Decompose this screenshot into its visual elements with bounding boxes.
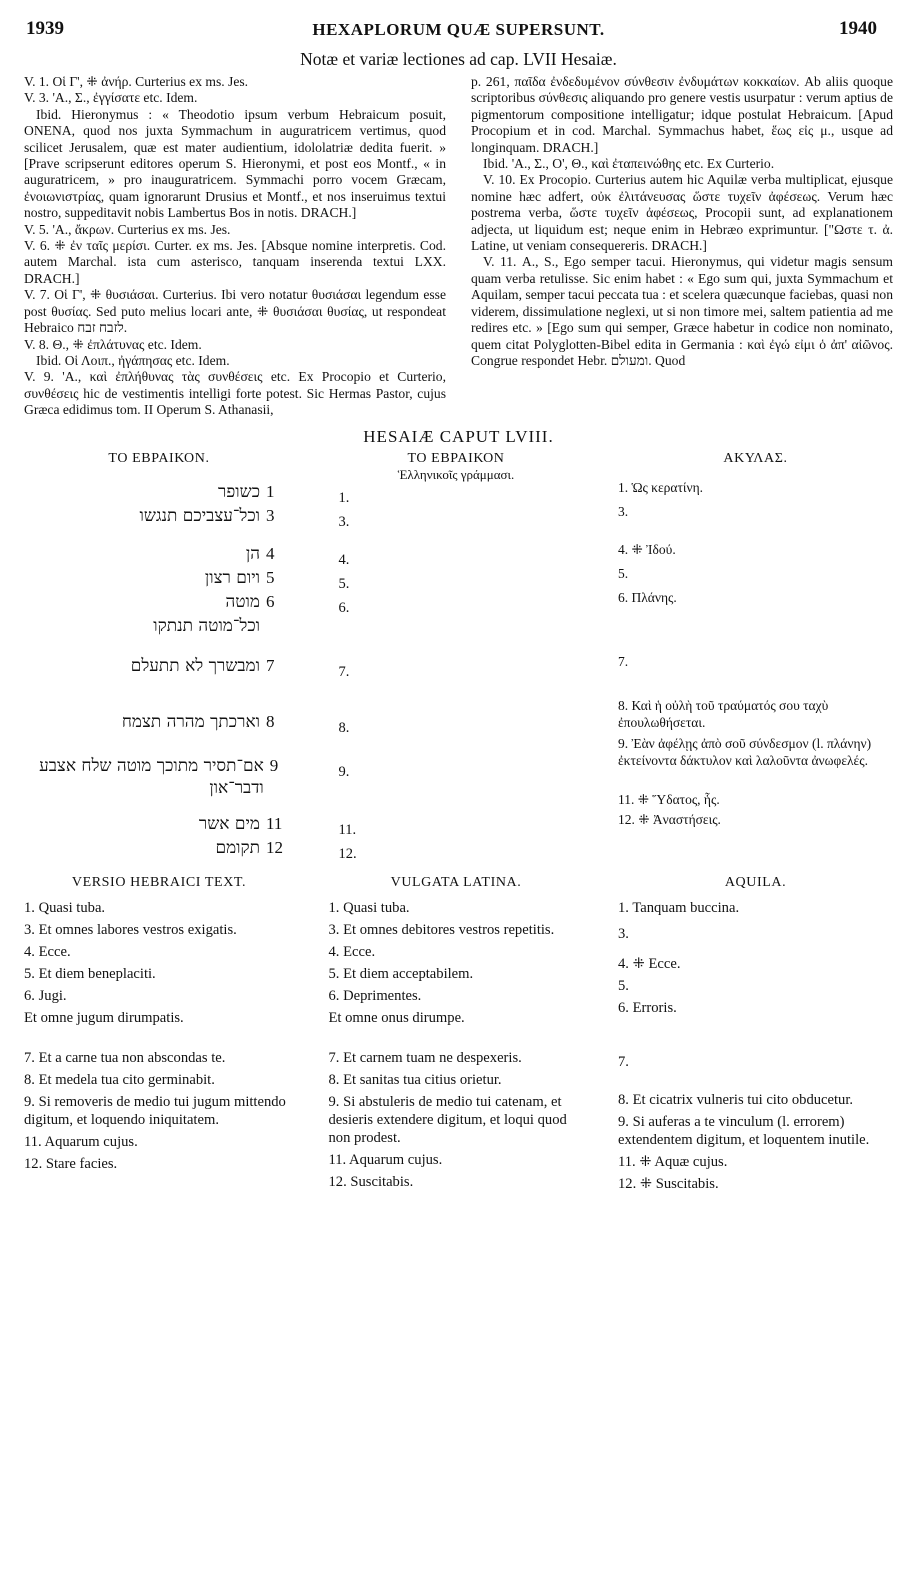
verse-number: 6 [266, 591, 275, 611]
translit-number: 4. [338, 551, 350, 568]
aquila-latin-line: 9. Si auferas a te vinculum (l. errorem) extendentem digitum, et loquentem inutile. [618, 1113, 870, 1148]
verse-number: 4 [266, 543, 275, 563]
aquila-line: 12. ⁜ Ἀναστήσεις. [618, 811, 721, 827]
verse-number: 5 [266, 567, 275, 587]
latin-verse: 9. Si removeris de medio tui jugum mittendo digitum, et loquendo iniquitatem. [24, 1093, 286, 1128]
hebrew-row [24, 655, 294, 711]
hebrew-row [24, 755, 294, 813]
verse-number: 7 [266, 655, 275, 675]
aquila-latin-line: 8. Et cicatrix vulneris tui cito obducetur. [618, 1091, 854, 1108]
latin-verse: 8. Et medela tua cito germinabit. [24, 1071, 215, 1088]
hebrew-text: מוטה [225, 591, 260, 612]
note: V. 5. 'Α., ἄκρων. Curterius ex ms. Jes. [24, 221, 231, 237]
aquila-greek-column [618, 451, 893, 867]
translit-number: 6. [338, 599, 350, 616]
note: V. 3. 'Α., Σ., ἐγγίσατε etc. Idem. [24, 90, 198, 106]
hebrew-row [24, 505, 294, 543]
page-number-right: 1940 [839, 18, 877, 39]
translit-number: 7. [338, 663, 350, 680]
aquila-line: 8. Καὶ ἡ οὐλὴ τοῦ τραύματός σου ταχὺ ἐπουλωθήσεται. [618, 697, 829, 730]
note: Ibid. Οἱ Λοιπ., ἠγάπησας etc. Idem. [36, 352, 230, 368]
hebrew-text: מים אשר [198, 813, 260, 834]
hebrew-row [24, 543, 294, 567]
verse-number [260, 615, 290, 655]
latin-verse: 11. Aquarum cujus. [24, 1133, 138, 1150]
latin-verse: Et omne onus dirumpe. [328, 1009, 465, 1026]
translit-number: 1. [338, 489, 350, 506]
translit-column-subheading: Ἑλληνικοῖς γράμμασι. [397, 466, 515, 482]
translit-number: 9. [338, 763, 350, 780]
running-title: HEXAPLORUM QUÆ SUPERSUNT. [312, 20, 605, 39]
hebrew-text: ויום רצון [204, 567, 260, 588]
latin-verse: 6. Deprimentes. [328, 987, 422, 1004]
hebrew-text: וכל־מוטה תנתקו [153, 615, 260, 636]
vulgata-column [329, 875, 584, 1193]
hebrew-row [24, 813, 294, 837]
hebrew-text: כשופר [218, 481, 260, 502]
hebrew-text: וארכתך מהרה תצמח [121, 711, 260, 732]
aquila-latin-line: 6. Erroris. [618, 999, 677, 1016]
aquila-latin-line: 11. ⁜ Aquæ cujus. [618, 1153, 728, 1170]
hebrew-text: תקומם [215, 837, 260, 858]
latin-verse: 7. Et carnem tuam ne despexeris. [328, 1049, 522, 1066]
note: Ibid. 'Α., Σ., Ο', Θ., καὶ ἐταπεινώθης etc. Ex Curterio. [483, 156, 775, 172]
hebrew-row [24, 837, 294, 861]
translit-number: 11. [338, 821, 357, 838]
note: V. 11. Α., S., Ego semper tacui. Hieronymus, qui videtur magis sensum quam verba retulisse. Sic enim habet : « Ego sum qui, juxta Symmachum et Aquilam, semper tacui peccata tua : et scelera quæcunque faciebas, quasi non viderem, dissimulatione neglexi, ut si non timore mei, saltem patientia ad me redires etc. » [Ego sum qui semper, Græce habetur in codice non nominato, quem citat Polyglotten-Bibel edita in Germania : καὶ ἐγώ εἰμι ὁ ἀπ' αἰῶνος. Congrue respondet Hebr. ומעולם. Quod [471, 254, 893, 368]
hebrew-row [24, 615, 294, 655]
hebrew-row [24, 567, 294, 591]
notes-section [24, 74, 893, 419]
latin-verse: 5. Et diem beneplaciti. [24, 965, 156, 982]
chapter-title: HESAIÆ CAPUT LVIII. [363, 426, 554, 446]
note: Ibid. Hieronymus : « Theodotio ipsum verbum Hebraicum posuit, ONENA, quod nos juxta Symmachum in auguratricem vertimus, quod scilicet Jerusalem, quæ est mater audientium, idololatriæ dedita fuerit. » [Prave scripserunt editores operum S. Hieronymi, et post eos Montf., « in auguratricem, » pro inauguratricem. Symmachi porro vocem Græcam, ἐνοιωνιστρίας, quam ignorarunt Drusius et Montf., et nos inseruimus textui nostro, suppeditavit nobis Lambertus Bos in notis. DRACH.] [24, 106, 446, 221]
page-number-left: 1939 [26, 18, 64, 39]
note: V. 6. ⁜ ἐν ταῖς μερίσι. Curter. ex ms. Jes. [Absque nomine interpretis. Cod. autem Marchal. ista cum asterisco, tanquam inserenda textui LXX. DRACH.] [24, 238, 446, 286]
aquila-line: 5. [618, 565, 629, 581]
hebrew-row [24, 481, 294, 505]
hebrew-text: הן [245, 543, 260, 564]
note: V. 8. Θ., ⁜ ἐπλάτυνας etc. Idem. [24, 336, 202, 352]
latin-verse: 5. Et diem acceptabilem. [328, 965, 474, 982]
latin-verse: 4. Ecce. [328, 943, 376, 960]
note: V. 10. Ex Procopio. Curterius autem hic Aquilæ verba multiplicat, ejusque nomine hæc adfert, οὐκ ἐλιτάνευσας ὥστε τυχεῖν ἀφέσεως. Verum hæc postrema verba, ὥστε τυχεῖν ἀφέσεως, Procopii sunt, ad explanationem adjecta, ut liquidum est; neque enim in Hebræo exprimuntur. ["Ωστε τ. ἀ. Latine, ut veniam consequereris. DRACH.] [471, 172, 893, 254]
aquila-latin-heading: AQUILA. [724, 874, 787, 890]
translit-column-heading: ΤΟ ΕΒΡΑΙΚΟΝ [407, 450, 505, 466]
aquila-latin-line: 12. ⁜ Suscitabis. [618, 1175, 719, 1192]
latin-verse: 12. Stare facies. [24, 1155, 118, 1172]
verse-number: 8 [266, 711, 275, 731]
hebrew-text: וכל־עצביכם תנגשו [139, 505, 260, 526]
running-head [24, 18, 893, 42]
aquila-line: 1. Ὡς κερατίνη. [618, 479, 704, 495]
hebrew-column [24, 451, 294, 867]
verse-number: 9 [269, 755, 279, 775]
latin-verse: 12. Suscitabis. [328, 1173, 414, 1190]
hebrew-text: ומבשרך לא תתעלם [130, 655, 260, 676]
hebrew-text: אם־תסיר מתוכך מוטה שלח אצבע ודבר־און [39, 755, 264, 798]
aquila-line: 9. Ἐὰν ἀφέλῃς ἀπὸ σοῦ σύνδεσμον (l. πλάνην) ἐκτείνοντα δάκτυλον καὶ λαλοῦντα ἀνωφελές. [618, 735, 872, 768]
latin-verse: 9. Si abstuleris de medio tui catenam, et desieris extendere digitum, et loqui quod non prodest. [328, 1093, 567, 1146]
upper-columns [24, 451, 893, 867]
versio-column [24, 875, 294, 1193]
aquila-latin-line: 1. Tanquam buccina. [618, 899, 740, 916]
aquila-column-heading: ΑΚΥΛΑΣ. [723, 450, 788, 466]
aquila-line: 3. [618, 503, 629, 519]
hebrew-row [24, 711, 294, 755]
notes-title: Notæ et variæ lectiones ad cap. LVII Hesaiæ. [300, 49, 617, 69]
latin-verse: 3. Et omnes labores vestros exigatis. [24, 921, 237, 938]
note: V. 1. Οἱ Γ', ⁜ ἀνήρ. Curterius ex ms. Jes. [24, 74, 249, 89]
hebrew-row [24, 591, 294, 615]
latin-verse: 8. Et sanitas tua citius orietur. [328, 1071, 502, 1088]
translit-number: 12. [338, 845, 357, 862]
latin-verse: 1. Quasi tuba. [24, 899, 106, 916]
verse-number: 12 [266, 837, 283, 857]
latin-verse: 3. Et omnes debitores vestros repetitis. [328, 921, 555, 938]
transliteration-column [329, 451, 584, 867]
latin-verse: 6. Jugi. [24, 987, 67, 1004]
latin-verse: 7. Et a carne tua non abscondas te. [24, 1049, 226, 1066]
translit-number: 5. [338, 575, 350, 592]
lower-columns [24, 875, 893, 1193]
vulgata-column-heading: VULGATA LATINA. [390, 874, 522, 890]
aquila-line: 7. [618, 653, 629, 669]
latin-verse: Et omne jugum dirumpatis. [24, 1009, 184, 1026]
hebrew-column-heading: ΤΟ ΕΒΡΑΙΚΟΝ. [108, 450, 210, 466]
note: V. 9. 'Α., καὶ ἐπλήθυνας τὰς συνθέσεις etc. Ex Procopio et Curterio, συνθέσεις hic de vestimentis intelligi forte potest. Sic Hermas Pastor, cujus Græca edidimus tom. II Operum S. Athanasii, [24, 369, 446, 418]
notes-left-column [24, 74, 446, 419]
verse-number: 1 [266, 481, 275, 501]
aquila-latin-line: 7. [618, 1053, 629, 1070]
note: p. 261, παῖδα ἐνδεδυμένον σύνθεσιν ἐνδυμάτων κοκκαίων. Ab aliis quoque scriptoribus σύνθεσις aliquando pro genere vestis usurpatur : verum aptius de pigmentorum compositione intelligatur; idque postulat Hebraicum. [Apud Procopium et in cod. Marchal. Symmachus habet, ἕως εἰς μ., usque ad longinquam. DRACH.] [471, 74, 893, 155]
aquila-line: 11. ⁜ Ὕδατος, ἧς. [618, 791, 720, 807]
translit-number: 8. [338, 719, 350, 736]
verse-number: 3 [266, 505, 275, 525]
aquila-line: 6. Πλάνης. [618, 589, 677, 605]
aquila-latin-line: 5. [618, 977, 629, 994]
note: V. 7. Οἱ Γ', ⁜ θυσιάσαι. Curterius. Ibi vero notatur θυσιάσαι legendum esse post θυσίας. Sed puto melius locari ante, ⁜ θυσιάσαι θυσίας, ut respondeat Hebraico לזבח זבח. [24, 287, 446, 336]
versio-column-heading: VERSIO HEBRAICI TEXT. [71, 874, 247, 890]
aquila-latin-column [618, 875, 893, 1193]
notes-right-column [471, 74, 893, 419]
verse-number: 11 [266, 813, 283, 833]
aquila-latin-line: 3. [618, 925, 629, 942]
aquila-latin-line: 4. ⁜ Ecce. [618, 955, 681, 972]
translit-number: 3. [338, 513, 350, 530]
aquila-line: 4. ⁜ Ἰδού. [618, 541, 676, 557]
latin-verse: 1. Quasi tuba. [328, 899, 410, 916]
latin-verse: 4. Ecce. [24, 943, 71, 960]
latin-verse: 11. Aquarum cujus. [328, 1151, 443, 1168]
